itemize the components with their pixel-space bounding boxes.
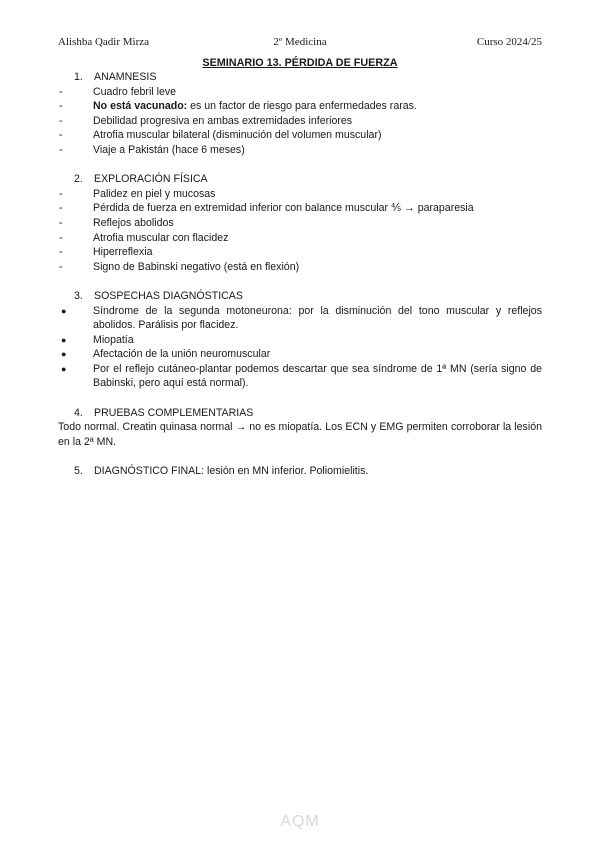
list-item: ● Afectación de la unión neuromuscular <box>61 348 271 361</box>
pruebas-paragraph: Todo normal. Creatin quinasa normal → no es miopatía. Los ECN y EMG permiten corroborar la lesión en la 2ª MN. <box>58 421 542 448</box>
list-item: - Debilidad progresiva en ambas extremidades inferiores <box>59 114 353 127</box>
exploracion-list <box>58 187 542 275</box>
list-item: - Atrofia muscular con flacidez <box>59 231 229 244</box>
document-title: SEMINARIO 13. PÉRDIDA DE FUERZA <box>202 57 398 69</box>
section-pruebas-heading: 4. PRUEBAS COMPLEMENTARIAS <box>74 406 254 419</box>
list-item: ● Miopatía <box>61 333 134 346</box>
list-item: ● Por el reflejo cutáneo-plantar podemos descartar que sea síndrome de 1ª MN (sería signo de Babinski, pero aquí está normal). <box>61 362 542 390</box>
watermark: AQM <box>280 813 320 830</box>
section-diagnostico-heading: 5. DIAGNÓSTICO FINAL: lesión en MN inferior. Poliomielitis. <box>74 465 369 478</box>
list-item: - Cuadro febril leve <box>59 85 177 98</box>
bold-label: No está vacunado: <box>93 100 188 113</box>
section-sospechas-heading: 3. SOSPECHAS DIAGNÓSTICAS <box>74 289 243 302</box>
list-item: - Signo de Babinski negativo (está en flexión) <box>59 260 300 273</box>
section-anamnesis-heading: 1. ANAMNESIS <box>74 71 157 83</box>
list-item: - Palidez en piel y mucosas <box>59 187 216 200</box>
list-item: - Pérdida de fuerza en extremidad inferior con balance muscular ⅘ → paraparesia <box>59 202 474 215</box>
section-exploracion-heading: 2. EXPLORACIÓN FÍSICA <box>74 173 208 186</box>
anamnesis-list <box>58 85 542 158</box>
list-item: - Reflejos abolidos <box>59 216 174 229</box>
list-item: - Atrofia muscular bilateral (disminución del volumen muscular) <box>59 129 382 142</box>
document-body <box>58 70 542 479</box>
list-item: ● Síndrome de la segunda motoneurona: por la disminución del tono muscular y reflejos abolidos. Parálisis por flacidez. <box>61 304 542 332</box>
list-item: - Hiperreflexia <box>59 246 153 259</box>
page-header <box>58 35 542 49</box>
author-name: Alishba Qadir Mirza <box>58 36 150 48</box>
sospechas-list <box>58 304 542 392</box>
list-item: - No está vacunado: es un factor de riesgo para enfermedades raras. <box>59 100 417 113</box>
list-item: - Viaje a Pakistán (hace 6 meses) <box>59 143 245 156</box>
academic-year: Curso 2024/25 <box>476 36 542 48</box>
course-level: 2º Medicina <box>273 36 327 48</box>
